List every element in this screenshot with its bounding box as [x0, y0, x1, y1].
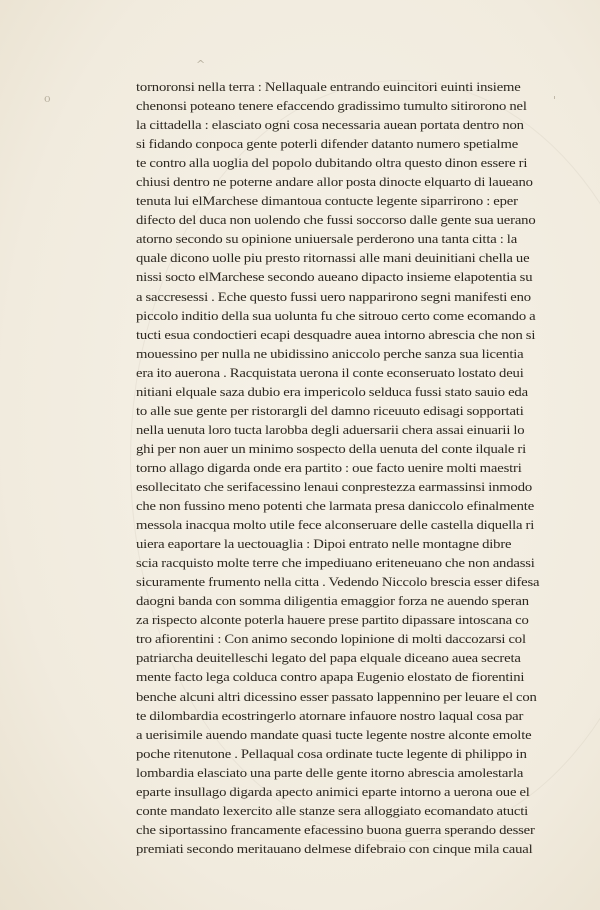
text-line: nitiani elquale saza dubio era impericolo selduca fussi stato sauio eda: [136, 383, 528, 399]
text-line: ghi per non auer un minimo sospecto della uenuta del conte ilquale ri: [136, 440, 527, 456]
text-line: te dilombardia ecostringerlo atornare infauore nostro laqual cosa par: [136, 707, 524, 723]
text-line: za rispecto alconte poterla hauere prese partito dipassare intoscana co: [136, 612, 529, 628]
text-line: che siportassino francamente efacessino buona guerra sperando desser: [136, 821, 535, 837]
text-line: messola inacqua molto utile fece alconseruare delle castella diquella ri: [136, 517, 535, 533]
text-line: conte mandato lexercito alle stanze sera alloggiato ecomandato atucti: [136, 802, 529, 818]
text-line: piccolo inditio della sua uolunta fu che sitrouo certo come ecomando a: [136, 307, 536, 323]
text-line: premiati secondo meritauano delmese difebraio con cinque mila caual: [136, 840, 533, 856]
text-line: patriarcha deuitelleschi legato del papa elquale diceano auea secreta: [136, 650, 521, 666]
text-line: sicuramente frumento nella citta . Vedendo Niccolo brescia esser difesa: [136, 574, 540, 590]
text-line: mouessino per nulla ne ubidissino aniccolo perche sanza sua licentia: [136, 345, 524, 361]
ink-speck: o: [44, 92, 51, 105]
text-line: te contro alla uoglia del popolo dubitando oltra questo dinon essere ri: [136, 155, 528, 171]
text-line: era ito auerona . Racquistata uerona il conte econseruato lostato deui: [136, 364, 524, 380]
body-text: [136, 77, 548, 858]
text-line: mente facto lega colduca contro apapa Eugenio elostato de fiorentini: [136, 669, 525, 685]
ink-speck: ^: [196, 58, 206, 71]
text-line: tenuta lui elMarchese dimantoua contucte legente siparrirono : eper: [136, 193, 518, 209]
text-line: scia racquisto molte terre che impediuano eriteneuano che non andassi: [136, 555, 535, 571]
text-line: nissi socto elMarchese secondo aueano dipacto insieme elapotentia su: [136, 269, 533, 285]
text-line: a uerisimile auendo mandate quasi tucte legente nostre alconte emolte: [136, 726, 532, 742]
text-line: nella uenuta loro tucta larobba degli aduersarii chera assai einuarii lo: [136, 421, 525, 437]
text-line: si fidando conpoca gente poterli difender datanto numero spetialme: [136, 136, 519, 152]
text-line: chenonsi poteano tenere efaccendo gradissimo tumulto sitirorono nel: [136, 98, 527, 114]
text-line: chiusi dentro ne poterne andare allor posta dinocte elquarto di laueano: [136, 174, 533, 190]
text-line: tornoronsi nella terra : Nellaquale entrando euincitori euinti insieme: [136, 79, 521, 94]
text-line: uiera eaportare la uectouaglia : Dipoi entrato nelle montagne dibre: [136, 536, 512, 552]
text-line: to alle sue gente per ristorargli del damno riceuuto edisagi sopportati: [136, 402, 524, 418]
text-line: eparte insullago digarda apecto animici eparte intorno a uerona oue el: [136, 783, 530, 799]
text-line: che non fussino meno potenti che larmata presa daniccolo efinalmente: [136, 498, 535, 514]
text-line: daogni banda con somma diligentia emaggior forza ne auendo speran: [136, 593, 529, 609]
text-line: quale dicono uolle piu presto ritornassi alle mani deuinitiani chella ue: [136, 250, 530, 266]
text-line: torno allago digarda onde era partito : oue facto uenire molti maestri: [136, 459, 522, 475]
text-line: poche ritenutone . Pellaqual cosa ordinate tucte legente di philippo in: [136, 745, 527, 761]
text-line: atorno secondo su opinione uniuersale perderono una tanta citta : la: [136, 231, 518, 247]
text-line: difecto del duca non uolendo che fussi soccorso dalle gente sua uerano: [136, 212, 536, 228]
text-line: tucti esua condoctieri ecapi desquadre auea intorno abrescia che non si: [136, 326, 536, 342]
text-line: benche alcuni altri dicessino esser passato lappennino per leuare el con: [136, 688, 537, 704]
text-line: esollecitato che serifacessino lenaui conprestezza earmassinsi inmodo: [136, 478, 533, 494]
ink-speck: ': [553, 94, 557, 107]
text-line: la cittadella : elasciato ogni cosa necessaria auean portata dentro non: [136, 117, 524, 133]
text-line: a saccresessi . Eche questo fussi uero napparirono segni manifesti eno: [136, 288, 531, 304]
text-line: lombardia elasciato una parte delle gente itorno abrescia amolestarla: [136, 764, 524, 780]
text-line: tro afiorentini : Con animo secondo lopinione di molti daccozarsi col: [136, 631, 526, 647]
